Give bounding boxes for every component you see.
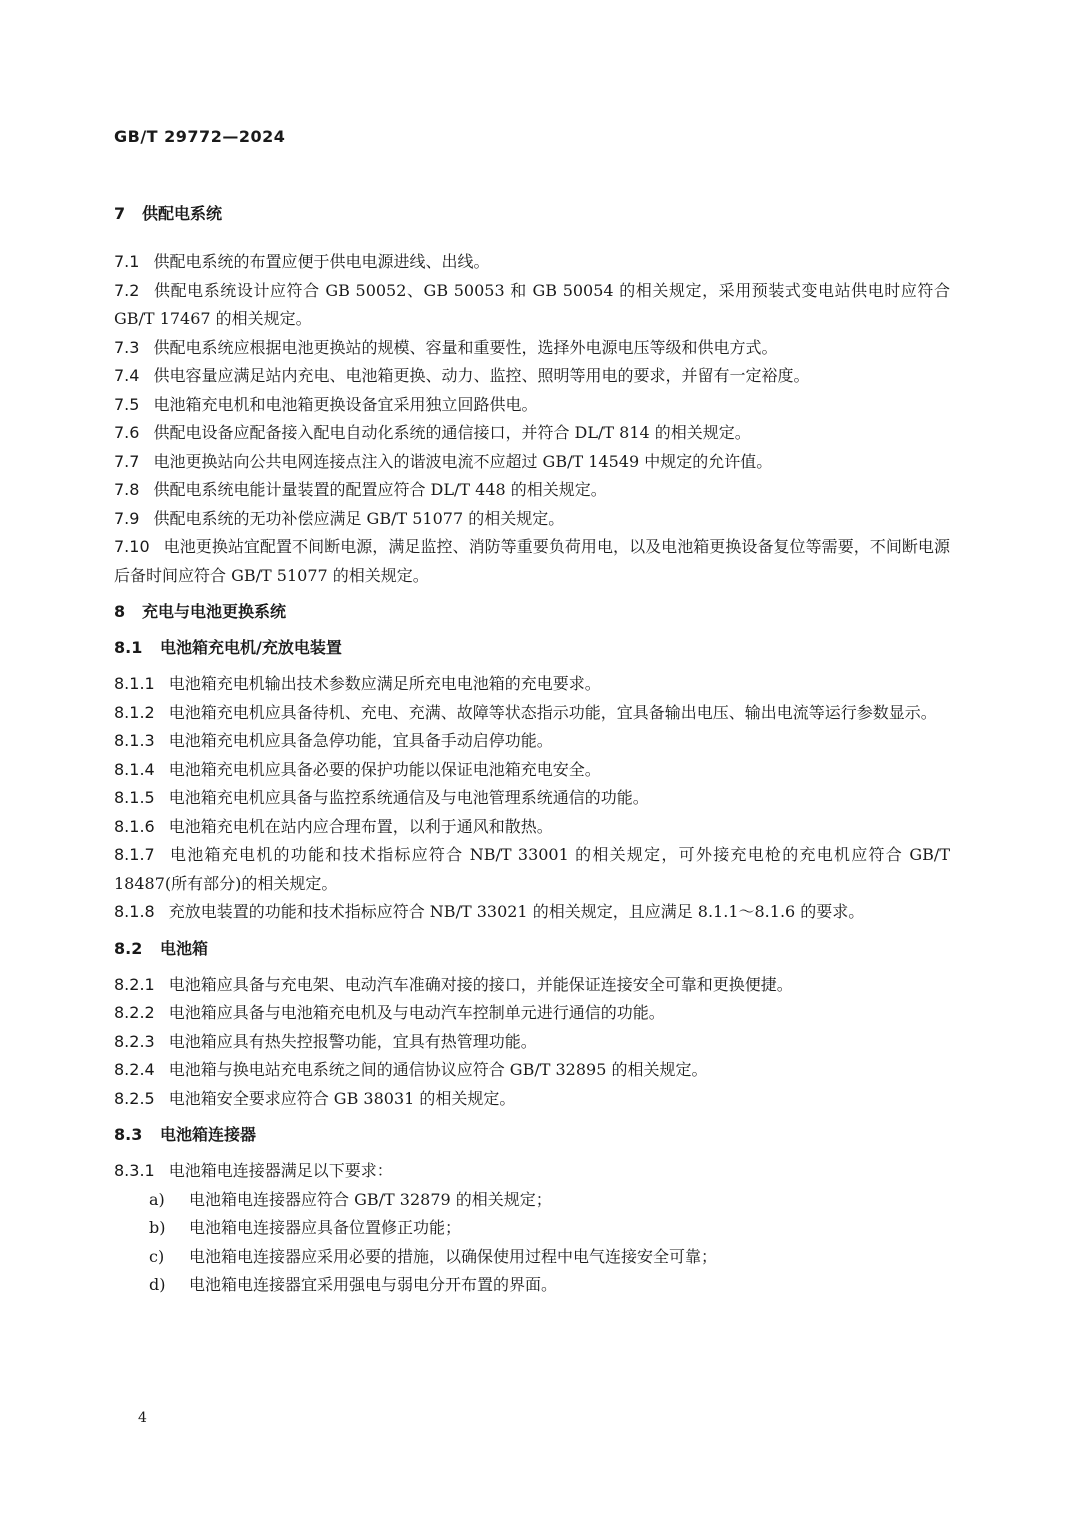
clause-7-8	[114, 476, 950, 505]
clause-8-2-3	[114, 1028, 950, 1057]
clause-8-2-2	[114, 999, 950, 1028]
clause-text: 供配电系统电能计量装置的配置应符合 DL/T 448 的相关规定。	[153, 480, 607, 499]
clause-text: 电池箱安全要求应符合 GB 38031 的相关规定。	[168, 1088, 516, 1108]
clause-text: 电池箱充电机应具备急停功能，宜具备手动启停功能。	[168, 731, 553, 750]
clause-number: 8.1.3	[114, 731, 155, 750]
clause-text: 供配电系统设计应符合 GB 50052、GB 50053 和 GB 50054 的相关规定，采用预装式变电站供电时应符合 GB/T 17467 的相关规定。	[114, 280, 950, 328]
clause-text: 电池箱与换电站充电系统之间的通信协议应符合 GB/T 32895 的相关规定。	[168, 1060, 708, 1079]
clause-8-2-5	[114, 1085, 950, 1114]
section-title: 充电与电池更换系统	[142, 602, 287, 621]
clause-8-2-4	[114, 1056, 950, 1085]
clause-number: 8.1.1	[114, 674, 155, 693]
section-7-heading	[114, 200, 950, 228]
clause-number: 8.1.6	[114, 816, 155, 836]
clause-number: 7.10	[114, 537, 150, 556]
subsection-title: 电池箱	[160, 938, 209, 958]
clause-number: 7.6	[114, 423, 140, 442]
section-7-clauses	[114, 248, 950, 590]
clause-text: 电池箱充电机应具备待机、充电、充满、故障等状态指示功能，宜具备输出电压、输出电流等运行参数显示。	[168, 702, 937, 722]
clause-8-1-3	[114, 727, 950, 756]
list-text: 电池箱电连接器应具备位置修正功能；	[189, 1218, 462, 1237]
clause-8-1-8	[114, 898, 950, 927]
subsection-8-3-heading	[114, 1121, 950, 1149]
clause-text: 电池箱充电机的功能和技术指标应符合 NB/T 33001 的相关规定，可外接充电枪的充电机应符合 GB/T 18487(所有部分)的相关规定。	[114, 845, 950, 893]
page-number: 4	[138, 1410, 147, 1426]
list-label: d)	[149, 1275, 166, 1294]
clause-number: 8.2.4	[114, 1060, 155, 1079]
clause-number: 7.5	[114, 394, 140, 414]
subsection-number: 8.3	[114, 1125, 143, 1144]
section-8-heading	[114, 598, 950, 626]
clause-7-6	[114, 419, 950, 448]
clause-text: 电池更换站宜配置不间断电源，满足监控、消防等重要负荷用电，以及电池箱更换设备复位等需要，不间断电源后备时间应符合 GB/T 51077 的相关规定。	[114, 537, 950, 585]
list-label: c)	[149, 1246, 165, 1266]
clause-text: 充放电装置的功能和技术指标应符合 NB/T 33021 的相关规定，且应满足 8.1.1～8.1.6 的要求。	[168, 902, 865, 921]
clause-text: 供配电系统应根据电池更换站的规模、容量和重要性，选择外电源电压等级和供电方式。	[153, 337, 778, 357]
clause-number: 7.4	[114, 366, 140, 385]
clause-number: 7.9	[114, 508, 140, 528]
clause-8-1-5	[114, 784, 950, 813]
subsection-title: 电池箱连接器	[160, 1125, 257, 1144]
subsection-8-1-heading	[114, 634, 950, 662]
clause-7-5	[114, 391, 950, 420]
clause-text: 供配电系统的无功补偿应满足 GB/T 51077 的相关规定。	[153, 508, 565, 528]
list-label: a)	[149, 1189, 165, 1209]
subsection-number: 8.2	[114, 938, 143, 958]
clause-text: 供配电系统的布置应便于供电电源进线、出线。	[153, 252, 490, 271]
subsection-8-2-clauses	[114, 971, 950, 1114]
list-item-c	[114, 1243, 950, 1272]
clause-8-1-1	[114, 670, 950, 699]
page-content	[114, 200, 950, 1300]
list-item-a	[114, 1186, 950, 1215]
clause-number: 7.8	[114, 480, 140, 499]
clause-number: 7.3	[114, 337, 140, 357]
clause-text: 电池箱充电机应具备与监控系统通信及与电池管理系统通信的功能。	[168, 788, 649, 807]
clause-text: 供电容量应满足站内充电、电池箱更换、动力、监控、照明等用电的要求，并留有一定裕度。	[153, 366, 810, 385]
clause-number: 8.1.8	[114, 902, 155, 921]
clause-7-9	[114, 505, 950, 534]
subsection-8-1-clauses	[114, 670, 950, 927]
section-title: 供配电系统	[142, 204, 223, 223]
clause-number: 7.2	[114, 280, 140, 300]
clause-text: 电池箱应具备与电池箱充电机及与电动汽车控制单元进行通信的功能。	[168, 1003, 665, 1022]
section-number: 8	[114, 602, 126, 621]
clause-text: 电池箱应具备与充电架、电动汽车准确对接的接口，并能保证连接安全可靠和更换便捷。	[168, 974, 793, 994]
clause-8-1-4	[114, 756, 950, 785]
clause-7-2	[114, 277, 950, 334]
clause-text: 电池箱充电机应具备必要的保护功能以保证电池箱充电安全。	[168, 759, 601, 779]
clause-text: 电池箱充电机在站内应合理布置，以利于通风和散热。	[168, 816, 553, 836]
clause-8-1-7	[114, 841, 950, 898]
clause-text: 电池箱充电机和电池箱更换设备宜采用独立回路供电。	[153, 394, 538, 414]
clause-7-7	[114, 448, 950, 477]
clause-number: 8.1.5	[114, 788, 155, 807]
clause-number: 8.2.1	[114, 974, 155, 994]
clause-7-3	[114, 334, 950, 363]
list-item-d	[114, 1271, 950, 1300]
list-text: 电池箱电连接器应采用必要的措施，以确保使用过程中电气连接安全可靠；	[189, 1246, 718, 1266]
clause-8-2-1	[114, 971, 950, 1000]
subsection-8-3-clauses	[114, 1157, 950, 1300]
clause-7-1	[114, 248, 950, 277]
clause-number: 8.2.5	[114, 1088, 155, 1108]
list-item-b	[114, 1214, 950, 1243]
clause-text: 供配电设备应配备接入配电自动化系统的通信接口，并符合 DL/T 814 的相关规定。	[153, 423, 751, 442]
clause-text: 电池更换站向公共电网连接点注入的谐波电流不应超过 GB/T 14549 中规定的允许值。	[153, 451, 773, 471]
clause-number: 8.2.2	[114, 1003, 155, 1022]
clause-8-1-2	[114, 699, 950, 728]
list-text: 电池箱电连接器宜采用强电与弱电分开布置的界面。	[189, 1275, 558, 1294]
subsection-8-2-heading	[114, 935, 950, 963]
section-number: 7	[114, 204, 126, 223]
subsection-title: 电池箱充电机/充放电装置	[160, 638, 342, 657]
clause-number: 8.3.1	[114, 1161, 155, 1180]
clause-text: 电池箱充电机输出技术参数应满足所充电电池箱的充电要求。	[168, 674, 601, 693]
clause-number: 7.7	[114, 451, 140, 471]
list-text: 电池箱电连接器应符合 GB/T 32879 的相关规定；	[189, 1189, 552, 1209]
clause-number: 8.1.7	[114, 845, 155, 864]
clause-number: 8.1.2	[114, 702, 155, 722]
subsection-number: 8.1	[114, 638, 143, 657]
clause-8-3-1	[114, 1157, 950, 1186]
clause-7-10	[114, 533, 950, 590]
clause-number: 8.2.3	[114, 1031, 155, 1051]
standard-code-header: GB/T 29772—2024	[114, 127, 286, 146]
clause-8-1-6	[114, 813, 950, 842]
clause-number: 8.1.4	[114, 759, 155, 779]
list-label: b)	[149, 1218, 166, 1237]
clause-text: 电池箱电连接器满足以下要求：	[168, 1161, 393, 1180]
clause-text: 电池箱应具有热失控报警功能，宜具有热管理功能。	[168, 1031, 537, 1051]
clause-number: 7.1	[114, 252, 140, 271]
clause-7-4	[114, 362, 950, 391]
